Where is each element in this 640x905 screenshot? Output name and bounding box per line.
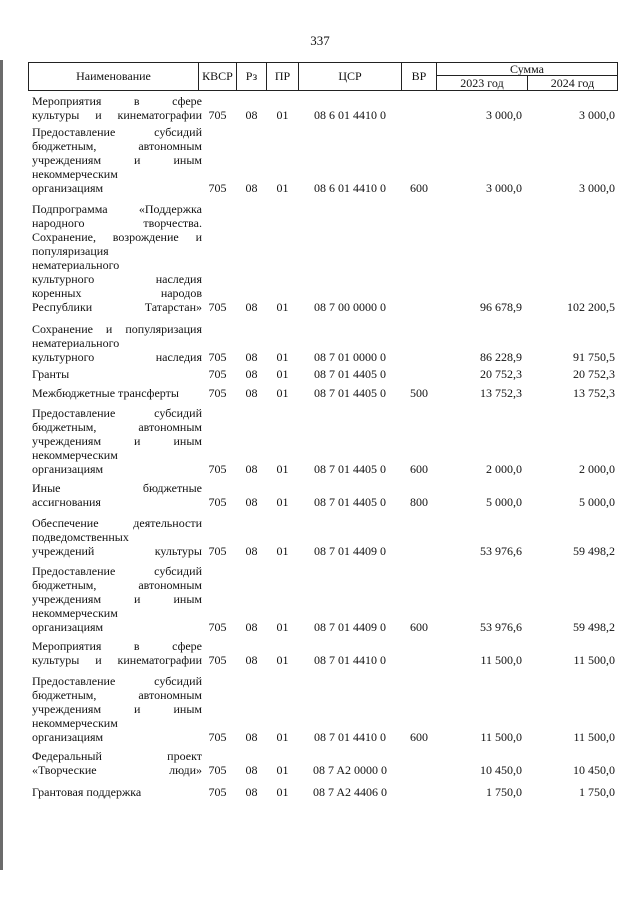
row-name-line: бюджетным, автономным <box>32 420 202 434</box>
table-row <box>28 406 618 476</box>
row-name-line: Мероприятия в сфере <box>32 94 202 108</box>
row-name-line: нематериального <box>32 258 120 272</box>
row-name-line: «Творческие люди» <box>32 763 202 777</box>
row-csr: 08 7 01 4405 0 <box>314 462 386 476</box>
row-name-line: учреждениям и иным <box>32 592 202 606</box>
scan-edge <box>0 60 3 870</box>
row-vr: 600 <box>410 181 428 195</box>
row-rz: 08 <box>245 108 258 122</box>
table-row <box>28 125 618 195</box>
row-y2023: 11 500,0 <box>480 730 522 744</box>
row-pr: 01 <box>276 350 289 364</box>
row-name-line: Предоставление субсидий <box>32 125 202 139</box>
row-y2024: 59 498,2 <box>573 544 615 558</box>
row-name <box>32 785 202 799</box>
row-y2023: 11 500,0 <box>480 653 522 667</box>
row-rz: 08 <box>245 386 258 400</box>
row-y2023: 96 678,9 <box>480 300 522 314</box>
row-rz: 08 <box>245 544 258 558</box>
row-name-line: Межбюджетные трансферты <box>32 386 179 400</box>
row-kvsr: 705 <box>208 300 227 314</box>
row-rz: 08 <box>245 763 258 777</box>
row-pr: 01 <box>276 367 289 381</box>
row-pr: 01 <box>276 181 289 195</box>
row-name <box>32 322 202 364</box>
row-name-line: народного творчества. <box>32 216 202 230</box>
row-name-line: некоммерческим <box>32 716 118 730</box>
row-rz: 08 <box>245 350 258 364</box>
row-name-line: бюджетным, автономным <box>32 139 202 153</box>
row-name-line: культурного наследия <box>32 350 202 364</box>
row-name-line: коренных народов <box>32 286 202 300</box>
row-rz: 08 <box>245 495 258 509</box>
row-kvsr: 705 <box>208 730 227 744</box>
row-name <box>32 674 202 744</box>
row-name-line: Республики Татарстан» <box>32 300 202 314</box>
row-y2023: 3 000,0 <box>486 108 522 122</box>
row-rz: 08 <box>245 367 258 381</box>
row-name <box>32 749 202 777</box>
row-y2023: 20 752,3 <box>480 367 522 381</box>
row-vr: 800 <box>410 495 428 509</box>
row-vr: 500 <box>410 386 428 400</box>
row-y2024: 3 000,0 <box>579 108 615 122</box>
row-name <box>32 639 202 667</box>
row-csr: 08 7 01 4410 0 <box>314 730 386 744</box>
row-name <box>32 367 202 381</box>
header-name: Наименование <box>28 62 199 91</box>
row-name-line: Федеральный проект <box>32 749 202 763</box>
table-row <box>28 322 618 364</box>
row-pr: 01 <box>276 763 289 777</box>
row-csr: 08 6 01 4410 0 <box>314 108 386 122</box>
row-name-line: некоммерческим <box>32 448 118 462</box>
table-row <box>28 386 618 400</box>
row-name-line: организациям <box>32 462 104 476</box>
row-kvsr: 705 <box>208 386 227 400</box>
table-row <box>28 202 618 314</box>
header-rz: Рз <box>236 62 267 91</box>
row-rz: 08 <box>245 730 258 744</box>
table-row <box>28 639 618 667</box>
row-rz: 08 <box>245 300 258 314</box>
table-row <box>28 481 618 509</box>
row-name <box>32 406 202 476</box>
row-name-line: культуры и кинематографии <box>32 108 202 122</box>
row-name-line: Иные бюджетные <box>32 481 202 495</box>
row-rz: 08 <box>245 653 258 667</box>
table-row <box>28 749 618 777</box>
row-pr: 01 <box>276 730 289 744</box>
row-csr: 08 7 00 0000 0 <box>314 300 386 314</box>
row-name-line: учреждениям и иным <box>32 153 202 167</box>
table-row <box>28 785 618 799</box>
row-name-line: Предоставление субсидий <box>32 564 202 578</box>
row-csr: 08 7 01 4405 0 <box>314 495 386 509</box>
row-kvsr: 705 <box>208 181 227 195</box>
row-pr: 01 <box>276 386 289 400</box>
row-name-line: учреждениям и иным <box>32 434 202 448</box>
row-name-line: Сохранение, возрождение и <box>32 230 202 244</box>
header-pr: ПР <box>266 62 299 91</box>
row-csr: 08 7 01 4409 0 <box>314 544 386 558</box>
row-name-line: нематериального <box>32 336 120 350</box>
row-y2024: 102 200,5 <box>567 300 615 314</box>
row-rz: 08 <box>245 785 258 799</box>
row-name-line: подведомственных <box>32 530 129 544</box>
row-vr: 600 <box>410 620 428 634</box>
row-name-line: бюджетным, автономным <box>32 578 202 592</box>
row-y2023: 86 228,9 <box>480 350 522 364</box>
row-kvsr: 705 <box>208 367 227 381</box>
row-csr: 08 7 01 4405 0 <box>314 386 386 400</box>
row-name-line: некоммерческим <box>32 606 118 620</box>
row-y2024: 5 000,0 <box>579 495 615 509</box>
row-csr: 08 6 01 4410 0 <box>314 181 386 195</box>
row-rz: 08 <box>245 620 258 634</box>
row-name-line: организациям <box>32 181 104 195</box>
row-y2023: 10 450,0 <box>480 763 522 777</box>
row-name <box>32 386 202 400</box>
row-csr: 08 7 01 4405 0 <box>314 367 386 381</box>
page-number: 337 <box>310 33 330 48</box>
row-y2024: 59 498,2 <box>573 620 615 634</box>
row-y2024: 11 500,0 <box>573 730 615 744</box>
table-header <box>28 62 618 91</box>
row-y2023: 3 000,0 <box>486 181 522 195</box>
row-pr: 01 <box>276 300 289 314</box>
row-y2024: 20 752,3 <box>573 367 615 381</box>
row-kvsr: 705 <box>208 495 227 509</box>
row-y2023: 1 750,0 <box>486 785 522 799</box>
row-csr: 08 7 01 4410 0 <box>314 653 386 667</box>
row-name-line: Подпрограмма «Поддержка <box>32 202 202 216</box>
row-name-line: ассигнования <box>32 495 101 509</box>
row-name-line: Сохранение и популяризация <box>32 322 202 336</box>
row-name-line: культуры и кинематографии <box>32 653 202 667</box>
table-row <box>28 674 618 744</box>
row-pr: 01 <box>276 462 289 476</box>
row-name <box>32 125 202 195</box>
row-name <box>32 202 202 314</box>
header-kvsr: КВСР <box>198 62 237 91</box>
row-kvsr: 705 <box>208 620 227 634</box>
row-name-line: Предоставление субсидий <box>32 674 202 688</box>
header-vr: ВР <box>401 62 437 91</box>
row-y2023: 53 976,6 <box>480 620 522 634</box>
row-name-line: бюджетным, автономным <box>32 688 202 702</box>
row-y2023: 2 000,0 <box>486 462 522 476</box>
row-pr: 01 <box>276 495 289 509</box>
row-pr: 01 <box>276 653 289 667</box>
row-name-line: Обеспечение деятельности <box>32 516 202 530</box>
row-y2023: 53 976,6 <box>480 544 522 558</box>
row-csr: 08 7 01 0000 0 <box>314 350 386 364</box>
row-pr: 01 <box>276 108 289 122</box>
row-name-line: Гранты <box>32 367 70 381</box>
row-y2024: 13 752,3 <box>573 386 615 400</box>
row-name <box>32 481 202 509</box>
row-name <box>32 94 202 122</box>
row-name-line: учреждениям и иным <box>32 702 202 716</box>
header-csr: ЦСР <box>298 62 402 91</box>
row-pr: 01 <box>276 544 289 558</box>
row-name-line: организациям <box>32 730 104 744</box>
row-name-line: популяризация <box>32 244 109 258</box>
row-kvsr: 705 <box>208 544 227 558</box>
table-row <box>28 367 618 381</box>
row-vr: 600 <box>410 462 428 476</box>
row-y2024: 1 750,0 <box>579 785 615 799</box>
table-row <box>28 94 618 122</box>
row-name-line: некоммерческим <box>32 167 118 181</box>
row-pr: 01 <box>276 785 289 799</box>
row-y2024: 11 500,0 <box>573 653 615 667</box>
row-kvsr: 705 <box>208 350 227 364</box>
row-rz: 08 <box>245 181 258 195</box>
row-name-line: Предоставление субсидий <box>32 406 202 420</box>
row-kvsr: 705 <box>208 785 227 799</box>
row-y2023: 5 000,0 <box>486 495 522 509</box>
row-csr: 08 7 A2 4406 0 <box>312 785 387 799</box>
row-rz: 08 <box>245 462 258 476</box>
row-pr: 01 <box>276 620 289 634</box>
row-name-line: Грантовая поддержка <box>32 785 142 799</box>
table-row <box>28 564 618 634</box>
row-kvsr: 705 <box>208 108 227 122</box>
row-name <box>32 564 202 634</box>
row-name-line: культурного наследия <box>32 272 202 286</box>
row-kvsr: 705 <box>208 653 227 667</box>
row-y2023: 13 752,3 <box>480 386 522 400</box>
header-2023: 2023 год <box>436 75 528 91</box>
row-csr: 08 7 A2 0000 0 <box>312 763 387 777</box>
row-csr: 08 7 01 4409 0 <box>314 620 386 634</box>
row-kvsr: 705 <box>208 763 227 777</box>
row-y2024: 10 450,0 <box>573 763 615 777</box>
header-sum: Сумма <box>436 62 618 76</box>
row-y2024: 91 750,5 <box>573 350 615 364</box>
row-kvsr: 705 <box>208 462 227 476</box>
row-y2024: 2 000,0 <box>579 462 615 476</box>
row-name-line: организациям <box>32 620 104 634</box>
row-name-line: учреждений культуры <box>32 544 202 558</box>
row-y2024: 3 000,0 <box>579 181 615 195</box>
table-row <box>28 516 618 558</box>
row-vr: 600 <box>410 730 428 744</box>
row-name <box>32 516 202 558</box>
header-2024: 2024 год <box>527 75 618 91</box>
row-name-line: Мероприятия в сфере <box>32 639 202 653</box>
